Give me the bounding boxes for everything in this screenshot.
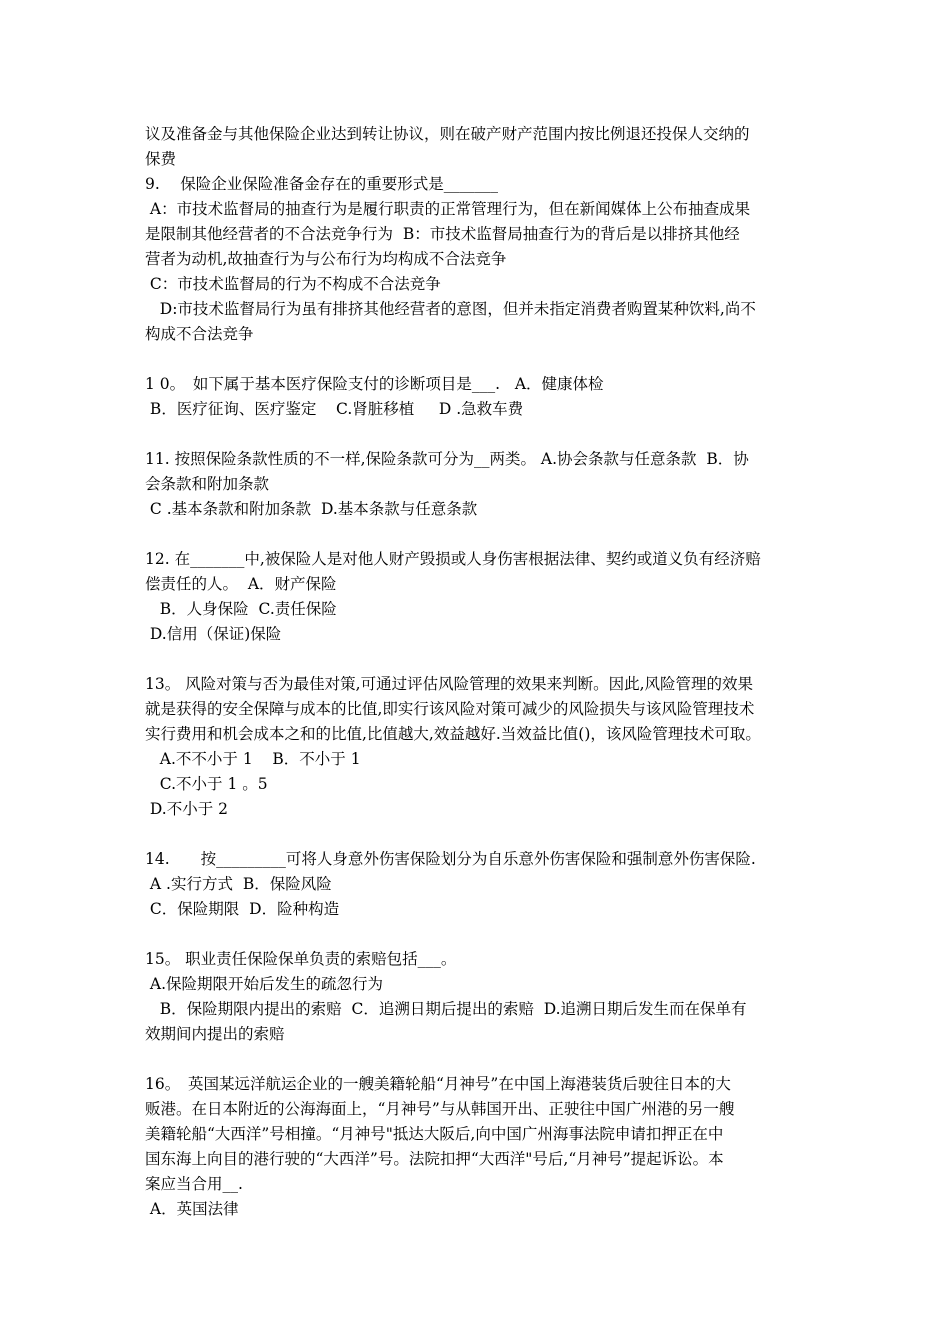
question-9: 9. 保险企业保险准备金存在的重要形式是_______ [145,175,498,193]
option-c: C：市技术监督局的行为不构成不合法竞争 [145,275,441,293]
text-line: 构成不合法竞争 [145,325,254,343]
options-line: B．保险期限内提出的索赔 C．追溯日期后提出的索赔 D.追溯日期后发生而在保单有 [145,1000,747,1018]
options-line: B．人身保险 C.责任保险 [145,600,337,618]
option-d: D:市技术监督局行为虽有排挤其他经营者的意图，但并未指定消费者购置某种饮料,尚不 [145,300,756,318]
options-line: A.不不小于 1 B．不小于 1 [145,750,361,768]
option-d: D.不小于 2 [145,800,229,818]
text-line: 议及准备金与其他保险企业达到转让协议，则在破产财产范围内按比例退还投保人交纳的 [145,125,750,143]
spacer [145,422,813,447]
question-14: 14. 按_________可将人身意外伤害保险划分为自乐意外伤害保险和强制意外伤害保险. [145,850,756,868]
spacer [145,647,813,672]
option-a: A.保险期限开始后发生的疏忽行为 [145,975,384,993]
text-line: 营者为动机,故抽查行为与公布行为均构成不合法竞争 [145,250,507,268]
option-d: D.信用（保证)保险 [145,625,282,643]
spacer [145,1047,813,1072]
options-line: C .基本条款和附加条款 D.基本条款与任意条款 [145,500,478,518]
text-line: 贩港。在日本附近的公海海面上，“月神号”与从韩国开出、正驶往中国广州港的另一艘 [145,1100,735,1118]
text-line: 实行费用和机会成本之和的比值,比值越大,效益越好.当效益比值()，该风险管理技术可取。 [145,725,761,743]
options-line: B．医疗征询、医疗鉴定 C.肾脏移植 D .急救车费 [145,400,524,418]
question-16: 16。 英国某远洋航运企业的一艘美籍轮船“月神号”在中国上海港装货后驶往日本的大 [145,1075,731,1093]
question-10: 1 0。 如下属于基本医疗保险支付的诊断项目是___. A．健康体检 [145,375,604,393]
option-a: A．英国法律 [145,1200,239,1218]
text-line: 案应当合用__. [145,1175,243,1193]
text-line: 偿责任的人。 A．财产保险 [145,575,337,593]
question-11: 11. 按照保险条款性质的不一样,保险条款可分为__两类。 A.协会条款与任意条款 B．协 [145,450,749,468]
question-12: 12. 在_______中,被保险人是对他人财产毁损或人身伤害根据法律、契约或道义负有经济赔 [145,550,761,568]
option-c: C.不小于 1 。5 [145,775,268,793]
spacer [145,822,813,847]
text-line: 美籍轮船“大西洋”号相撞。“月神号"抵达大阪后,向中国广州海事法院申请扣押正在中 [145,1125,724,1143]
text-line: 国东海上向目的港行驶的“大西洋”号。法院扣押“大西洋"号后,“月神号”提起诉讼。本 [145,1150,724,1168]
options-line: A .实行方式 B．保险风险 [145,875,332,893]
options-line: C．保险期限 D．险种构造 [145,900,340,918]
text-line: 效期间内提出的索赔 [145,1025,285,1043]
text-line: 是限制其他经营者的不合法竞争行为 B：市技术监督局抽查行为的背后是以排挤其他经 [145,225,740,243]
text-line: 保费 [145,150,181,168]
spacer [145,922,813,947]
spacer [145,347,813,372]
question-13: 13。 风险对策与否为最佳对策,可通过评估风险管理的效果来判断。因此,风险管理的效果 [145,675,754,693]
text-line: 会条款和附加条款 [145,475,270,493]
document-body [145,122,813,1222]
text-line: 就是获得的安全保障与成本的比值,即实行该风险对策可减少的风险损失与该风险管理技术 [145,700,755,718]
question-15: 15。 职业责任保险保单负责的索赔包括___。 [145,950,457,968]
spacer [145,522,813,547]
option-a: A：市技术监督局的抽查行为是履行职责的正常管理行为，但在新闻媒体上公布抽查成果 [145,200,751,218]
